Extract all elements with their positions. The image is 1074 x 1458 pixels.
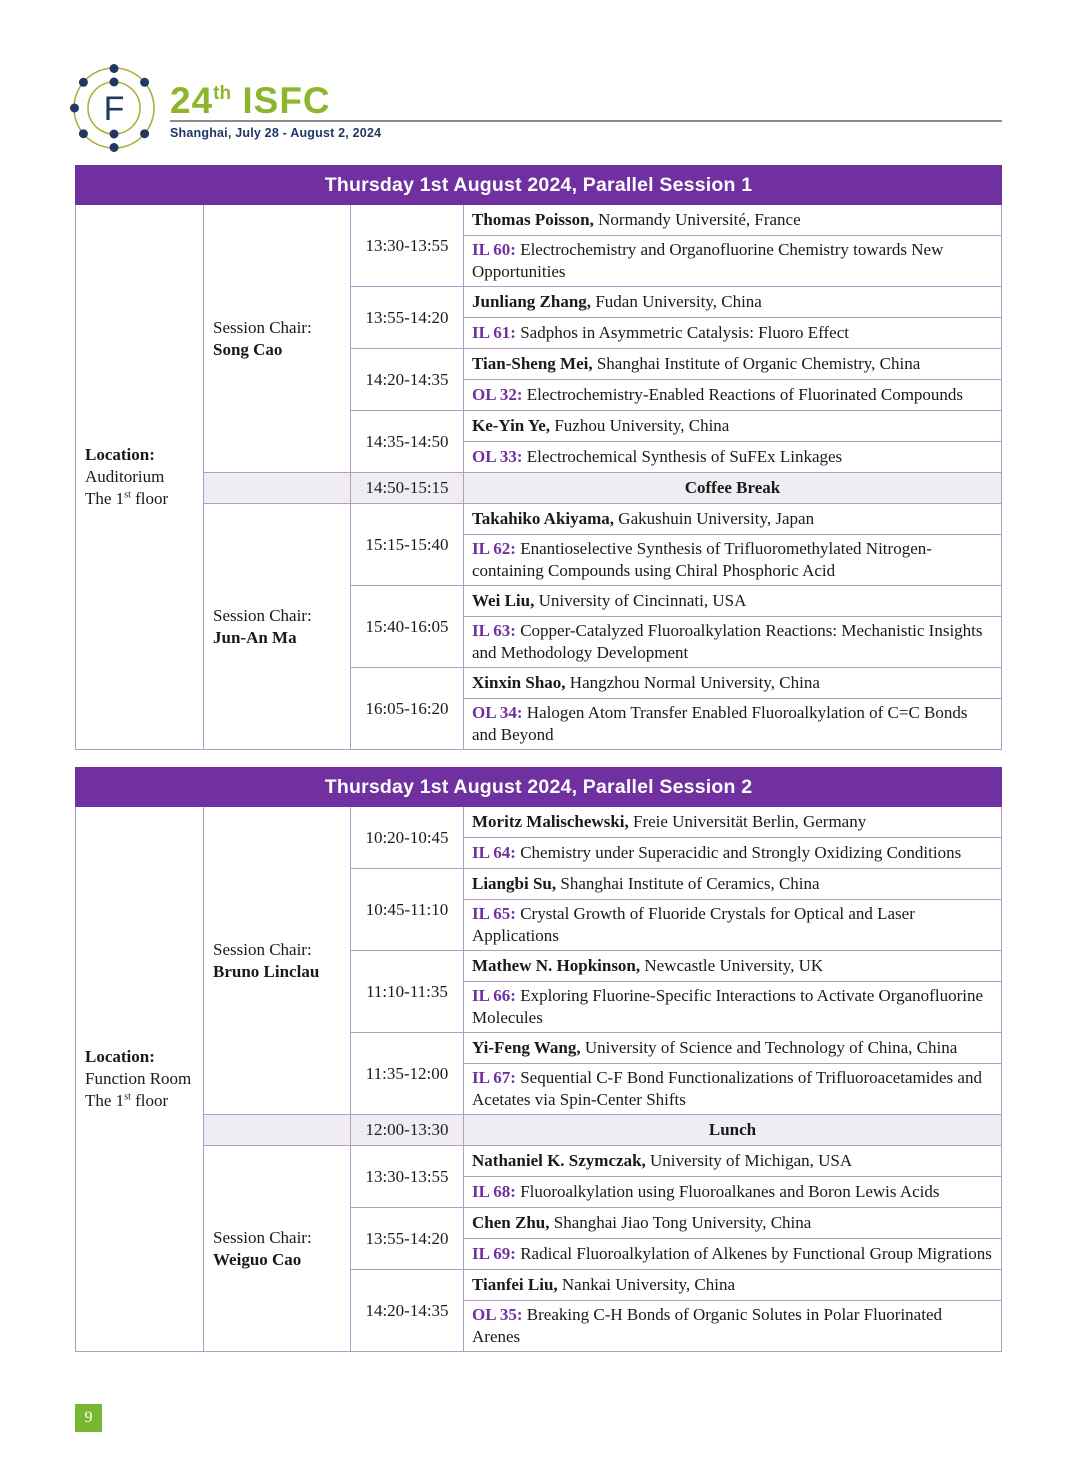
speaker-affiliation: Shanghai Institute of Organic Chemistry, China	[592, 354, 921, 373]
talk-code: OL 33:	[472, 447, 523, 466]
talk-cell	[464, 1239, 1002, 1270]
speaker-affiliation: Hangzhou Normal University, China	[565, 673, 820, 692]
floor-ordinal: st	[124, 1091, 131, 1103]
talk-code: IL 62:	[472, 539, 516, 558]
speaker-name: Tianfei Liu,	[472, 1275, 558, 1294]
speaker-cell	[464, 287, 1002, 318]
session-2-table	[75, 767, 1002, 1352]
floor-suffix: floor	[130, 489, 169, 508]
time-slot: 13:30-13:55	[351, 1146, 464, 1208]
speaker-affiliation: Normandy Université, France	[593, 210, 801, 229]
session-1-title: Thursday 1st August 2024, Parallel Session 1	[76, 166, 1002, 205]
speaker-cell	[464, 951, 1002, 982]
talk-title: Electrochemical Synthesis of SuFEx Linkages	[522, 447, 843, 466]
session-chair-cell	[204, 504, 351, 750]
speaker-affiliation: Newcastle University, UK	[640, 956, 824, 975]
floor-prefix: The 1	[85, 1091, 125, 1110]
speaker-cell	[464, 807, 1002, 838]
talk-cell	[464, 900, 1002, 951]
brand-text	[170, 76, 1002, 140]
talk-code: IL 65:	[472, 904, 516, 923]
time-slot: 13:30-13:55	[351, 205, 464, 287]
speaker-cell	[464, 205, 1002, 236]
chair-label: Session Chair:	[213, 1227, 312, 1247]
speaker-affiliation: Shanghai Institute of Ceramics, China	[556, 874, 820, 893]
conference-title	[170, 76, 1002, 119]
talk-code: IL 66:	[472, 986, 516, 1005]
conference-subtitle: Shanghai, July 28 - August 2, 2024	[170, 126, 382, 140]
location-label: Location:	[85, 1047, 155, 1066]
speaker-cell	[464, 586, 1002, 617]
speaker-affiliation: University of Michigan, USA	[645, 1151, 853, 1170]
speaker-cell	[464, 411, 1002, 442]
talk-title: Exploring Fluorine-Specific Interactions to Activate Organofluorine Molecules	[472, 986, 983, 1027]
speaker-name: Tian-Sheng Mei,	[472, 354, 593, 373]
talk-code: OL 32:	[472, 385, 523, 404]
location-room: Function Room	[85, 1069, 192, 1088]
talk-code: IL 63:	[472, 621, 516, 640]
talk-title: Breaking C-H Bonds of Organic Solutes in Polar Fluorinated Arenes	[472, 1305, 942, 1346]
talk-cell	[464, 1177, 1002, 1208]
chair-label: Session Chair:	[213, 317, 312, 337]
talk-title: Crystal Growth of Fluoride Crystals for Optical and Laser Applications	[472, 904, 915, 945]
talk-code: IL 60:	[472, 240, 516, 259]
talk-title: Electrochemistry-Enabled Reactions of Fluorinated Compounds	[522, 385, 964, 404]
page-header	[70, 64, 1002, 152]
talk-code: IL 67:	[472, 1068, 516, 1087]
break-time: 14:50-15:15	[351, 473, 464, 504]
talk-cell	[464, 1301, 1002, 1352]
speaker-affiliation: Nankai University, China	[557, 1275, 736, 1294]
talk-cell	[464, 380, 1002, 411]
talk-title: Enantioselective Synthesis of Trifluoromethylated Nitrogen-containing Compounds using Chiral Phosphoric Acid	[472, 539, 932, 580]
talk-code: IL 69:	[472, 1244, 516, 1263]
location-floor	[85, 488, 195, 510]
time-slot: 13:55-14:20	[351, 1208, 464, 1270]
speaker-name: Yi-Feng Wang,	[472, 1038, 581, 1057]
speaker-name: Moritz Malischewski,	[472, 812, 629, 831]
time-slot: 15:40-16:05	[351, 586, 464, 668]
chair-name: Bruno Linclau	[213, 961, 320, 981]
session-chair-cell	[204, 807, 351, 1115]
speaker-affiliation: Shanghai Jiao Tong University, China	[549, 1213, 812, 1232]
speaker-name: Junliang Zhang,	[472, 292, 592, 311]
location-room: Auditorium	[85, 467, 165, 486]
break-time: 12:00-13:30	[351, 1115, 464, 1146]
speaker-name: Mathew N. Hopkinson,	[472, 956, 641, 975]
speaker-name: Nathaniel K. Szymczak,	[472, 1151, 646, 1170]
talk-cell	[464, 982, 1002, 1033]
talk-cell	[464, 236, 1002, 287]
speaker-affiliation: Gakushuin University, Japan	[614, 509, 815, 528]
time-slot: 10:20-10:45	[351, 807, 464, 869]
time-slot: 15:15-15:40	[351, 504, 464, 586]
conference-number: 24	[170, 80, 214, 121]
talk-title: Sequential C-F Bond Functionalizations of Trifluoroacetamides and Acetates via Spin-Center Shifts	[472, 1068, 982, 1109]
chair-label: Session Chair:	[213, 939, 312, 959]
session-1-table	[75, 165, 1002, 750]
program-document	[75, 165, 1002, 1352]
page-number: 9	[84, 1409, 93, 1426]
speaker-affiliation: University of Cincinnati, USA	[534, 591, 747, 610]
talk-cell	[464, 699, 1002, 750]
talk-code: OL 34:	[472, 703, 523, 722]
break-row	[76, 473, 1002, 504]
talk-code: IL 61:	[472, 323, 516, 342]
chair-label: Session Chair:	[213, 605, 312, 625]
talk-cell	[464, 838, 1002, 869]
talk-code: IL 68:	[472, 1182, 516, 1201]
speaker-name: Liangbi Su,	[472, 874, 557, 893]
speaker-cell	[464, 504, 1002, 535]
location-cell	[76, 205, 204, 750]
talk-code: OL 35:	[472, 1305, 523, 1324]
break-label: Coffee Break	[464, 473, 1002, 504]
page-number-badge	[75, 1404, 102, 1432]
floor-ordinal: st	[124, 489, 131, 501]
speaker-cell	[464, 1033, 1002, 1064]
time-slot: 11:35-12:00	[351, 1033, 464, 1115]
talk-title: Fluoroalkylation using Fluoroalkanes and Boron Lewis Acids	[515, 1182, 940, 1201]
fluorine-atom-logo-icon	[70, 64, 158, 152]
speaker-name: Chen Zhu,	[472, 1213, 550, 1232]
speaker-cell	[464, 1208, 1002, 1239]
speaker-cell	[464, 1146, 1002, 1177]
session-chair-cell	[204, 1146, 351, 1352]
time-slot: 14:20-14:35	[351, 349, 464, 411]
talk-cell	[464, 617, 1002, 668]
talk-cell	[464, 442, 1002, 473]
time-slot: 13:55-14:20	[351, 287, 464, 349]
talk-title: Radical Fluoroalkylation of Alkenes by Functional Group Migrations	[515, 1244, 992, 1263]
talk-title: Sadphos in Asymmetric Catalysis: Fluoro Effect	[515, 323, 849, 342]
session-chair-cell	[204, 205, 351, 473]
chair-name: Jun-An Ma	[213, 627, 297, 647]
speaker-name: Ke-Yin Ye,	[472, 416, 551, 435]
talk-title: Electrochemistry and Organofluorine Chemistry towards New Opportunities	[472, 240, 944, 281]
conference-acronym: ISFC	[231, 80, 331, 121]
logo-letter: F	[103, 90, 125, 128]
time-slot: 11:10-11:35	[351, 951, 464, 1033]
talk-code: IL 64:	[472, 843, 516, 862]
speaker-cell	[464, 1270, 1002, 1301]
talk-title: Chemistry under Superacidic and Strongly Oxidizing Conditions	[515, 843, 962, 862]
speaker-affiliation: Fudan University, China	[591, 292, 762, 311]
speaker-name: Wei Liu,	[472, 591, 535, 610]
speaker-name: Xinxin Shao,	[472, 673, 566, 692]
talk-cell	[464, 318, 1002, 349]
location-cell	[76, 807, 204, 1352]
floor-prefix: The 1	[85, 489, 125, 508]
speaker-cell	[464, 668, 1002, 699]
speaker-name: Thomas Poisson,	[472, 210, 594, 229]
chair-name: Weiguo Cao	[213, 1249, 302, 1269]
session-2-title: Thursday 1st August 2024, Parallel Session 2	[76, 768, 1002, 807]
time-slot: 14:20-14:35	[351, 1270, 464, 1352]
break-spacer-cell	[204, 1115, 351, 1146]
speaker-cell	[464, 349, 1002, 380]
speaker-name: Takahiko Akiyama,	[472, 509, 615, 528]
speaker-affiliation: Freie Universität Berlin, Germany	[628, 812, 867, 831]
break-row	[76, 1115, 1002, 1146]
time-slot: 14:35-14:50	[351, 411, 464, 473]
talk-title: Halogen Atom Transfer Enabled Fluoroalkylation of C=C Bonds and Beyond	[472, 703, 968, 744]
time-slot: 16:05-16:20	[351, 668, 464, 750]
break-spacer-cell	[204, 473, 351, 504]
talk-title: Copper-Catalyzed Fluoroalkylation Reactions: Mechanistic Insights and Methodology Development	[472, 621, 983, 662]
time-slot: 10:45-11:10	[351, 869, 464, 951]
speaker-affiliation: University of Science and Technology of China, China	[580, 1038, 958, 1057]
talk-cell	[464, 535, 1002, 586]
location-label: Location:	[85, 445, 155, 464]
talk-cell	[464, 1064, 1002, 1115]
location-floor	[85, 1090, 195, 1112]
speaker-affiliation: Fuzhou University, China	[550, 416, 730, 435]
floor-suffix: floor	[130, 1091, 169, 1110]
chair-name: Song Cao	[213, 339, 283, 359]
break-label: Lunch	[464, 1115, 1002, 1146]
speaker-cell	[464, 869, 1002, 900]
conference-ordinal: th	[213, 83, 232, 104]
